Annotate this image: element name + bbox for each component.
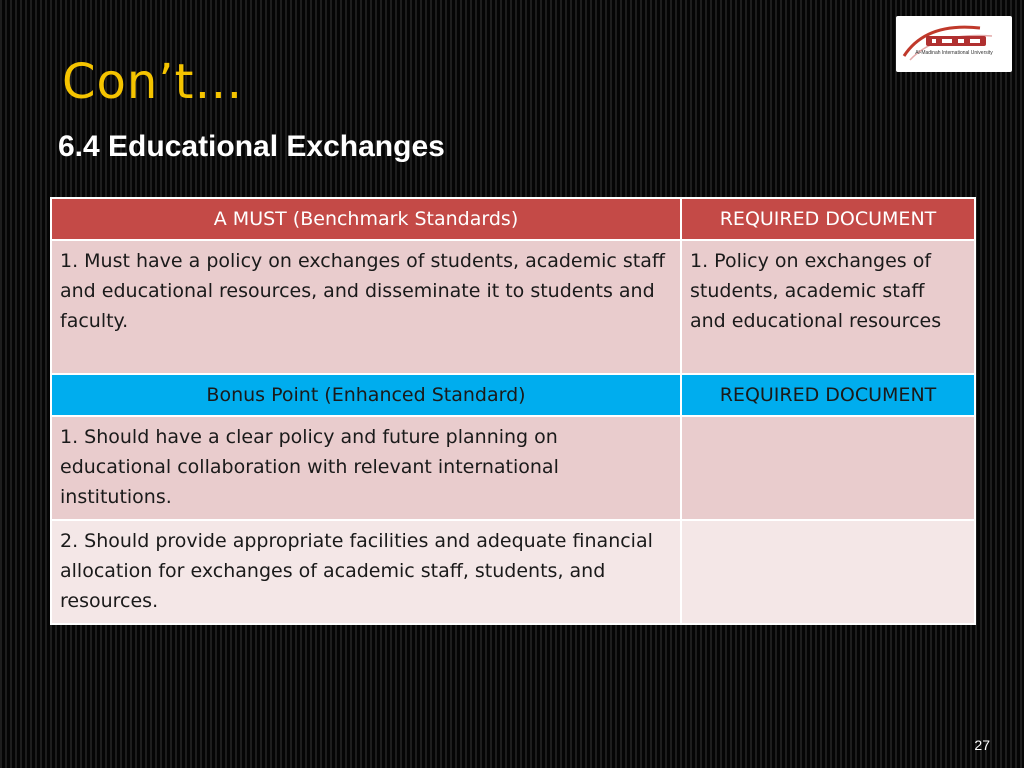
bonus-document-cell [681, 416, 975, 520]
bonus-header-standard: Bonus Point (Enhanced Standard) [51, 374, 681, 416]
logo-emblem-icon [896, 16, 1012, 72]
university-logo [896, 16, 1012, 72]
bonus-standard-cell: 2. Should provide appropriate facilities and adequate financial allocation for exchanges of academic staff, students, and resources. [51, 520, 681, 624]
must-document-cell: 1. Policy on exchanges of students, academic staff and educational resources [681, 240, 975, 374]
slide-subtitle: 6.4 Educational Exchanges [58, 130, 445, 163]
slide-title: Con’t… [62, 54, 244, 110]
table-row [51, 240, 975, 374]
bonus-standard-cell: 1. Should have a clear policy and future planning on educational collaboration with relevant international institutions. [51, 416, 681, 520]
table-row [51, 416, 975, 520]
logo-caption: Al-Madinah International University [915, 50, 993, 56]
page-number: 27 [974, 737, 990, 753]
must-standard-cell: 1. Must have a policy on exchanges of students, academic staff and educational resources, and disseminate it to students and faculty. [51, 240, 681, 374]
table-row [51, 520, 975, 624]
bonus-document-cell [681, 520, 975, 624]
bonus-header-document: REQUIRED DOCUMENT [681, 374, 975, 416]
bonus-header-row [51, 374, 975, 416]
must-header-standard: A MUST (Benchmark Standards) [51, 198, 681, 240]
must-header-row [51, 198, 975, 240]
benchmark-table [50, 197, 976, 625]
must-header-document: REQUIRED DOCUMENT [681, 198, 975, 240]
